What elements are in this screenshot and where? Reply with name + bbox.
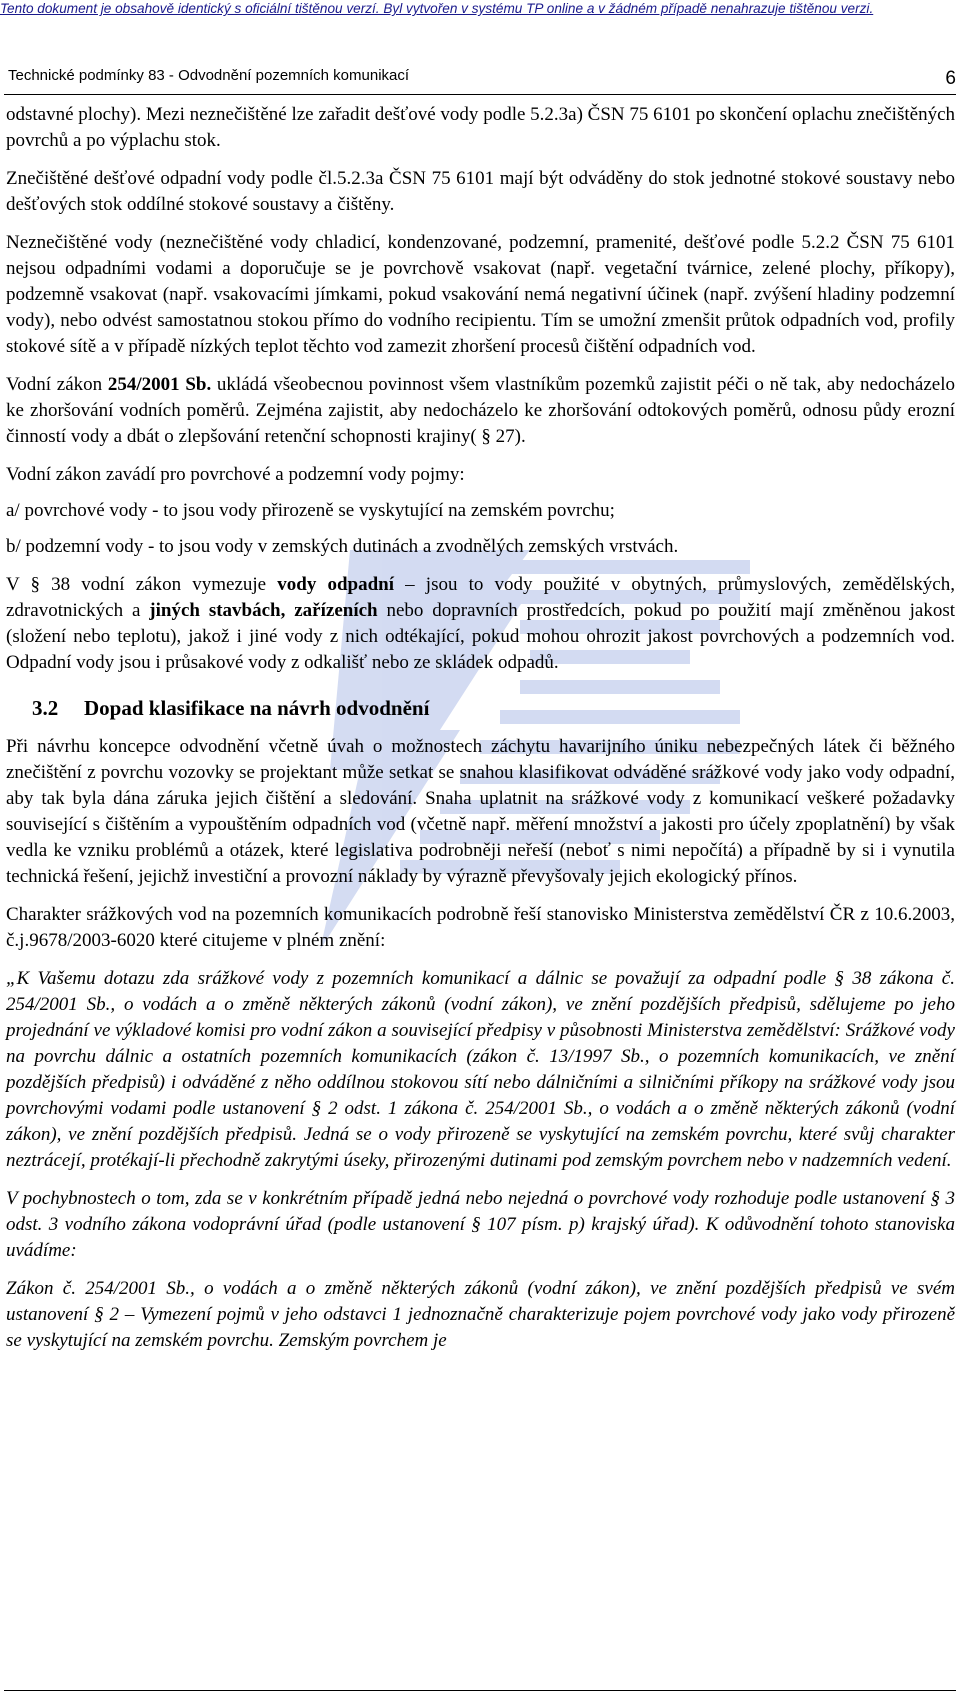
paragraph: b/ podzemní vody - to jsou vody v zemských dutinách a zvodnělých zemských vrstvách. [6, 536, 679, 557]
section-number: 3.2 [32, 696, 59, 720]
text-run: ukládá všeobecnou povinnost všem vlastníkům pozemků zajistit péči o ně tak, aby nedocházelo ke zhoršování vodních poměrů. Zejména zajistit, aby nedocházelo ke zhoršování odtokových poměrů, odnosu půdy erozní činností vody a dbát o zlepšování retenční schopnosti krajiny( § 27). [6, 374, 955, 447]
section-title: Dopad klasifikace na návrh odvodnění [84, 696, 430, 720]
paragraph: Při návrhu koncepce odvodnění včetně úvah o možnostech záchytu havarijního úniku nebezpečných látek či běžného znečištění z povrchu vozovky se projektant může setkat se snahou klasifikovat odváděné srážkové vody jako vody odpadní, aby tak byla dána záruka jejich čištění a sledování. Snaha uplatnit na srážkové vody z komunikací veškeré požadavky související s čištěním a vypouštěním odpadních vod (včetně např. měření množství a jakosti pro účely zpoplatnění) by však vedla ke vzniku problémů a otázek, které legislativa podrobněji neřeší (neboť s nimi nepočítá) a případně by si i vynutila technická řešení, jejichž investiční a provozní náklady by výrazně převyšovaly jejich ekologický přínos. [6, 736, 955, 887]
text-run: nebo dopravních prostředcích, pokud po použití mají změněnou jakost (složení nebo teplotu), jakož i jiné vody z nich odtékající, pokud mohou ohrozit jakost povrchových a podzemních vod. Odpadní vody jsou i průsakové vody z odkališť nebo ze skládek odpadů. [6, 600, 955, 673]
term-bold: vody odpadní [277, 574, 395, 595]
paragraph: Neznečištěné vody (neznečištěné vody chladicí, kondenzované, podzemní, pramenité, dešťové podle 5.2.2 ČSN 75 6101 nejsou odpadními vodami a doporučuje se je povrchově vsakovat (např. vegetační tvárnice, zelené plochy, příkopy), podzemně vsakovat (např. vsakovacími jímkami, pokud vsakování nemá negativní účinek (např. zvýšení hladiny podzemní vody), nebo odvést samostatnou stokou přímo do vodního recipientu. Tím se umožní zmenšit průtok odpadních vod, profily stokové sítě a v případě nízkých teplot těchto vod zamezit zhoršení procesů čištění odpadních vod. [6, 232, 955, 357]
paragraph: Vodní zákon zavádí pro povrchové a podzemní vody pojmy: [6, 464, 465, 485]
text-run: – jsou to vody použité v obytných, průmyslových, zemědělských, zdravotnických a [6, 574, 955, 621]
document-notice: Tento dokument je obsahově identický s oficiální tištěnou verzí. Byl vytvořen v systému TP online a v žádném případě nenahrazuje tištěnou verzi. [0, 1, 874, 16]
paragraph [6, 572, 955, 676]
term-bold: jiných stavbách, zařízeních [149, 600, 378, 621]
quote-paragraph: „K Vašemu dotazu zda srážkové vody z pozemních komunikací a dálnic se považují za odpadní podle § 38 zákona č. 254/2001 Sb., o vodách a o změně některých zákonů (vodní zákon), ve znění pozdějších předpisů, sdělujeme po jeho projednání ve výkladové komisi pro vodní zákon a související předpisy v působnosti Ministerstva zemědělství: Srážkové vody na povrchu dálnic a ostatních pozemních komunikacích (zákon č. 13/1997 Sb., o pozemních komunikacích, ve znění pozdějších předpisů) i odváděné z něho oddílnou stokovou sítí nebo dálničními a silničními příkopy na srážkové vody jsou povrchovými vodami podle ustanovení § 2 odst. 1 zákona č. 254/2001 Sb., o vodách a o změně některých zákonů (vodní zákon), ve znění pozdějších předpisů. Jedná se o vody přirozeně se vyskytující na zemském povrchu, které svůj charakter neztrácejí, protékají-li přechodně zakrytými úseky, přirozenými dutinami pod zemským povrchem nebo v nadzemních vedení. [6, 968, 955, 1171]
page-number: 6 [945, 68, 956, 89]
paragraph: a/ povrchové vody - to jsou vody přirozeně se vyskytující na zemském povrchu; [6, 500, 615, 521]
footer-divider [4, 1690, 956, 1691]
paragraph: odstavné plochy). Mezi neznečištěné lze zařadit dešťové vody podle 5.2.3a) ČSN 75 6101 po skončení oplachu znečištěných povrchů a po výplachu stok. [6, 104, 955, 151]
paragraph: Znečištěné dešťové odpadní vody podle čl.5.2.3a ČSN 75 6101 mají být odváděny do stok jednotné stokové soustavy nebo dešťových stok oddílné stokové soustavy a čištěny. [6, 168, 955, 215]
header-divider [4, 94, 956, 95]
page-header-title: Technické podmínky 83 - Odvodnění pozemních komunikací [8, 67, 410, 84]
quote-paragraph: Zákon č. 254/2001 Sb., o vodách a o změně některých zákonů (vodní zákon), ve znění pozdějších předpisů ve svém ustanovení § 2 – Vymezení pojmů v jeho odstavci 1 jednoznačně charakterizuje pojem povrchové vody jako vody přirozeně se vyskytující na zemském povrchu. Zemským povrchem je [6, 1278, 955, 1351]
text-run: V § 38 vodní zákon vymezuje [6, 574, 278, 595]
text-run: Vodní zákon [6, 374, 108, 395]
paragraph: Charakter srážkových vod na pozemních komunikacích podrobně řeší stanovisko Ministerstva zemědělství ČR z 10.6.2003, č.j.9678/2003-6020 které citujeme v plném znění: [6, 904, 955, 951]
law-reference: 254/2001 Sb. [107, 374, 212, 395]
quote-paragraph: V pochybnostech o tom, zda se v konkrétním případě jedná nebo nejedná o povrchové vody rozhoduje podle ustanovení § 3 odst. 3 vodního zákona vodoprávní úřad (podle ustanovení § 107 písm. p) krajský úřad). K odůvodnění tohoto stanoviska uvádíme: [6, 1188, 955, 1261]
paragraph [6, 372, 955, 450]
section-heading [32, 694, 955, 722]
document-body [6, 102, 955, 1366]
